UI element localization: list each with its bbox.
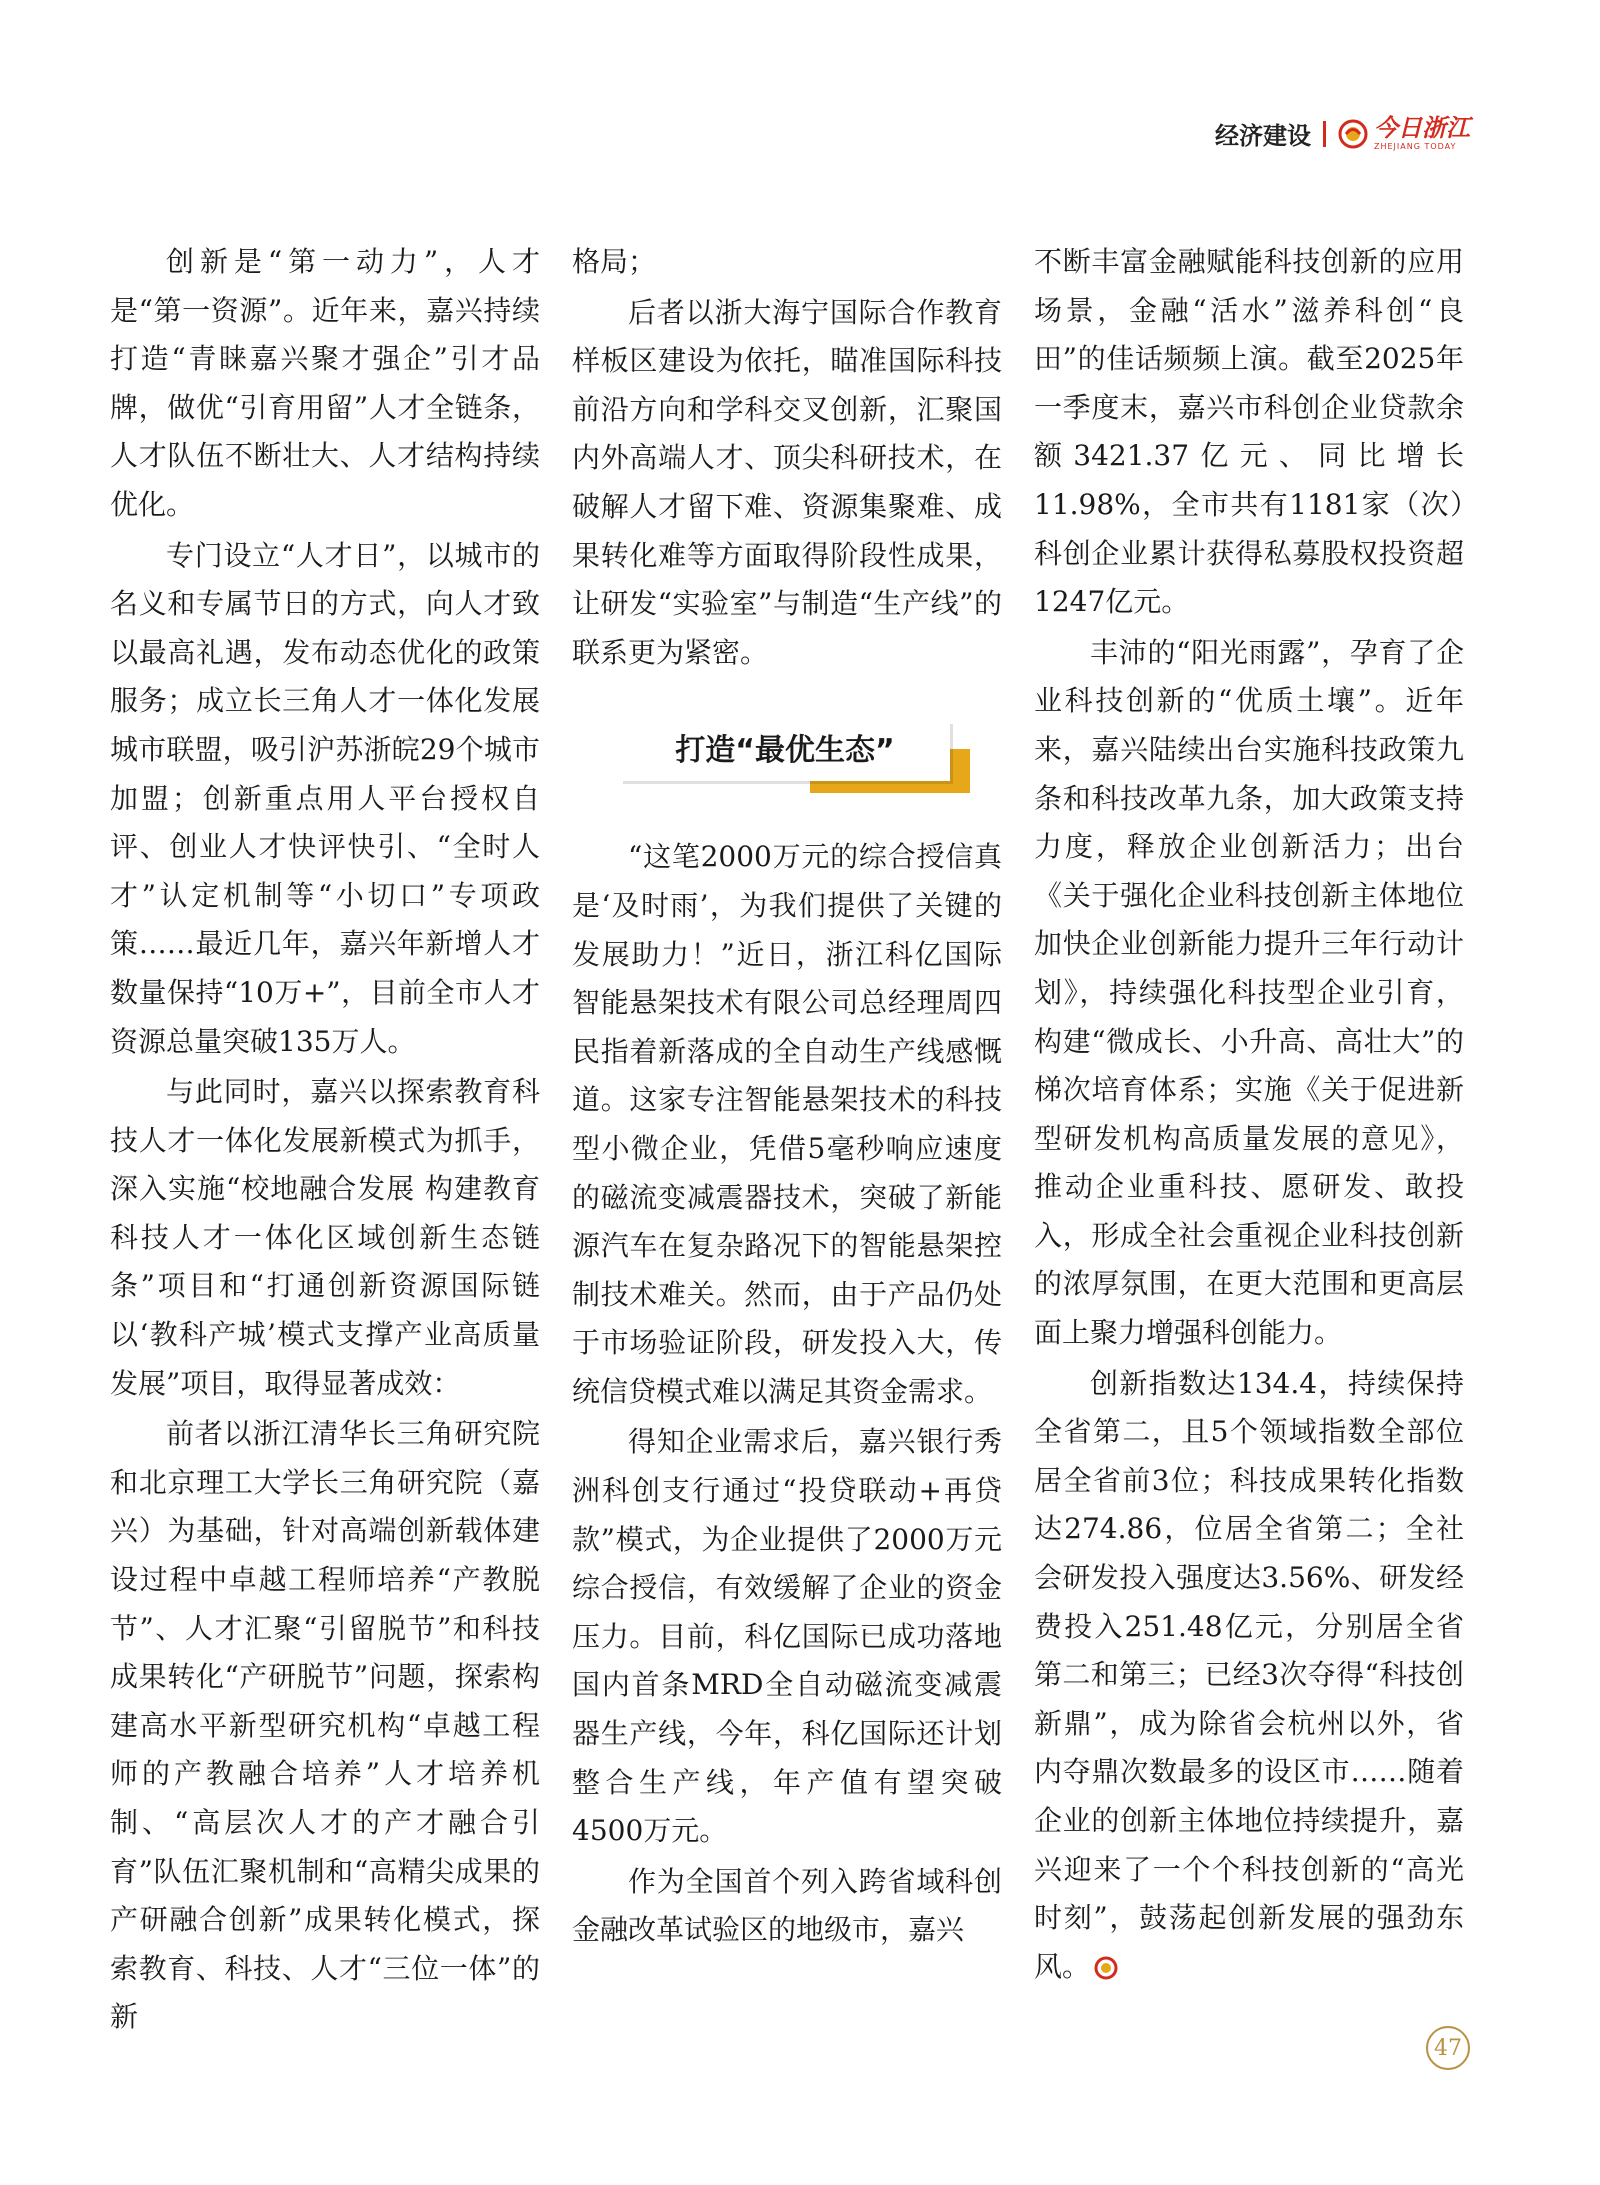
logo-english-text: ZHEJIANG TODAY [1374, 142, 1457, 151]
swirl-logo-icon [1338, 119, 1368, 149]
end-mark-icon [1094, 1956, 1118, 1980]
column-1 [110, 238, 540, 2044]
subheading-block [572, 721, 962, 801]
subheading: 打造“最优生态” [675, 733, 895, 769]
magazine-logo [1338, 113, 1470, 151]
subheading-box [620, 721, 950, 781]
page-header [1215, 113, 1470, 151]
paragraph: “这笔2000万元的综合授信真是‘及时雨’，为我们提供了关键的发展助力！”近日，浙江科亿国际智能悬架技术有限公司总经理周四民指着新落成的全自动生产线感慨道。这家专注智能悬架技术的科技型小微企业，凭借5毫秒响应速度的磁流变减震器技术，突破了新能源汽车在复杂路况下的智能悬架控制技术难关。然而，由于产品仍处于市场验证阶段，研发投入大，传统信贷模式难以满足其资金需求。 [572, 840, 1002, 1408]
column-3 [1034, 238, 1464, 1993]
section-title: 经济建设 [1215, 122, 1311, 150]
paragraph: 不断丰富金融赋能科技创新的应用场景，金融“活水”滋养科创“良田”的佳话频频上演。截至2025年一季度末，嘉兴市科创企业贷款余额3421.37亿元、同比增长11.98%，全市共有1181家（次）科创企业累计获得私募股权投资超1247亿元。 [1034, 245, 1464, 619]
paragraph-text: 创新指数达134.4，持续保持全省第二，且5个领域指数全部位居全省前3位；科技成果转化指数达274.86，位居全省第二；全社会研发投入强度达3.56%、研发经费投入251.48亿元，分别居全省第二和第三；已经3次夺得“科技创新鼎”，成为除省会杭州以外，省内夺鼎次数最多的设区市……随着企业的创新主体地位持续提升，嘉兴迎来了一个个科技创新的“高光时刻”，鼓荡起创新发展的强劲东风。 [1034, 1366, 1464, 1983]
column-2 [572, 238, 1002, 1957]
paragraph-last [1034, 1360, 1464, 1992]
paragraph: 创新是“第一动力”，人才是“第一资源”。近年来，嘉兴持续打造“青睐嘉兴聚才强企”引才品牌，做优“引育用留”人才全链条，人才队伍不断壮大、人才结构持续优化。 [110, 245, 540, 521]
logo-chinese-text: 今日浙江 [1374, 113, 1470, 142]
paragraph: 格局； [572, 245, 657, 278]
paragraph: 作为全国首个列入跨省域科创金融改革试验区的地级市，嘉兴 [572, 1864, 1002, 1947]
paragraph: 前者以浙江清华长三角研究院和北京理工大学长三角研究院（嘉兴）为基础，针对高端创新载体建设过程中卓越工程师培养“产教脱节”、人才汇聚“引留脱节”和科技成果转化“产研脱节”问题，探索构建高水平新型研究机构“卓越工程师的产教融合培养”人才培养机制、“高层次人才的产才融合引育”队伍汇聚机制和“高精尖成果的产研融合创新”成果转化模式，探索教育、科技、人才“三位一体”的新 [110, 1417, 540, 2034]
page-number: 47 [1426, 2026, 1470, 2070]
paragraph: 后者以浙大海宁国际合作教育样板区建设为依托，瞄准国际科技前沿方向和学科交叉创新，汇聚国内外高端人才、顶尖科研技术，在破解人才留下难、资源集聚难、成果转化难等方面取得阶段性成果，让研发“实验室”与制造“生产线”的联系更为紧密。 [572, 295, 1002, 669]
paragraph: 专门设立“人才日”，以城市的名义和专属节日的方式，向人才致以最高礼遇，发布动态优化的政策服务；成立长三角人才一体化发展城市联盟，吸引沪苏浙皖29个城市加盟；创新重点用人平台授权自评、创业人才快评快引、“全时人才”认定机制等“小切口”专项政策……最近几年，嘉兴年新增人才数量保持“10万+”，目前全市人才资源总量突破135万人。 [110, 538, 540, 1058]
paragraph: 丰沛的“阳光雨露”，孕育了企业科技创新的“优质土壤”。近年来，嘉兴陆续出台实施科技政策九条和科技改革九条，加大政策支持力度，释放企业创新活力；出台《关于强化企业科技创新主体地位 加快企业创新能力提升三年行动计划》，持续强化科技型企业引育，构建“微成长、小升高、高壮大”的梯次培育体系；实施《关于促进新型研发机构高质量发展的意见》，推动企业重科技、愿研发、敢投入，形成全社会重视企业科技创新的浓厚氛围，在更大范围和更高层面上聚力增强科创能力。 [1034, 635, 1464, 1350]
paragraph: 与此同时，嘉兴以探索教育科技人才一体化发展新模式为抓手，深入实施“校地融合发展 构建教育科技人才一体化区域创新生态链条”项目和“打通创新资源国际链以‘教科产城’模式支撑产业高质量发展”项目，取得显著成效： [110, 1075, 540, 1400]
paragraph: 得知企业需求后，嘉兴银行秀洲科创支行通过“投贷联动+再贷款”模式，为企业提供了2000万元综合授信，有效缓解了企业的资金压力。目前，科亿国际已成功落地国内首条MRD全自动磁流变减震器生产线，今年，科亿国际还计划整合生产线，年产值有望突破4500万元。 [572, 1425, 1002, 1848]
header-divider [1323, 121, 1326, 147]
